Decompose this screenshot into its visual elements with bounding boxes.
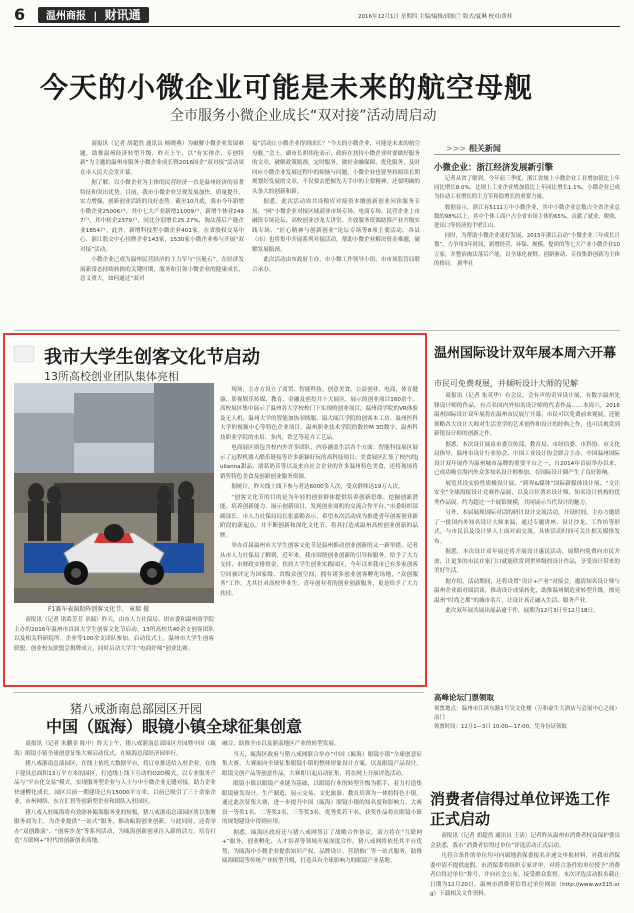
banner-divider: | <box>93 11 98 22</box>
culture-story-subtitle: 13所高校创业团队集体亮相 <box>44 370 179 383</box>
eyewear-col-1 <box>14 740 216 908</box>
paragraph: 猪八戒浙南总部园区，在线上依托大数据平台，将订单推送给入驻企业，在线下建设总面积13万平方米的园区，打造线上线下互动的O2O模式，以专业服务产品与“平台化交易”模式，实现服务型企业与人士与中小微企业无缝对接，助力企业快速孵化成长。园区目前一期建设已有15000平方米，目前已吸引了三十余家企业，市州网络、东方汇智等创新型企业和团队入驻园区。 <box>14 761 216 805</box>
paragraph: 据统计，昨天线上线下参与者达6000多人次，受众群体达19万人次。 <box>231 484 404 490</box>
consumer-story-body <box>430 832 620 908</box>
consumer-story-title: 消费者信得过单位评选工作正式启动 <box>430 790 611 828</box>
chevron-right-icon: >>> <box>446 144 467 153</box>
paragraph: 小微企业已成为温州民营经济的主力军与“压舱石”。在经济发展新常态持续转换的关键时期，服务和引领小微企业的健康成长，意义重大。如何通过“双对 <box>80 257 244 282</box>
paragraph: 同时，为帮助小微企业更好发展，2015年浙江启动“小微企业三年成长计划”，力争用3年时间，新增经营、环保、规模、提质的等七大产业小微企业10万家，并整治淘汰落后产能，以全球化视野、创新驱动、专技集群创新为主体的格局。 新华社 <box>434 233 620 267</box>
story-title-marker <box>10 343 38 365</box>
section-divider <box>14 692 424 693</box>
paragraph: “创客文化节的目的是为年轻的创业群体提供培养创新思维、挖掘创新潜能、培养创新能力、展示创新项目、发现创业商机的交流合作平台。”市委组织部副部长、市人力社保局局长张嘉勤表示，希望本次活动成为推进青年创客创业新阶段的新起点，并不断创新和深化文化节，将其打造成温州高校创业创新的品牌。 <box>220 494 418 539</box>
ticket-notice <box>434 692 620 733</box>
eyewear-headline: 中国（瓯海）眼镜小镇全球征集创意 <box>46 717 303 736</box>
paragraph: 接”活动让小微企业得到成长？“今天的小微企业，可能是未来的航空母舰。”会上，副市长胡伟伦表示，政府在扶持小微企业时要做好服务的文章，破解政策瓶颈，定时服务，做好金融保障、优化服务，及时回应小微企业发展过程中的烦恼与问题。小微企业也要坚持阅读长期规划好发展的文章，不仅要去把握先天手中的主要精神，还要明确的头条大的创新和新。 <box>252 141 420 195</box>
paragraph: 据悉，本次设计展由市委宣传部、教育局、市经信委、市科协、市文化局指导，温州市设计行业协会、中国工业设计协会联合主办。中国温州国际设计双年展作为温州城市品牌的重要平台之一，自2014年首届举办以来，已成功吸引海内外众多知名设计师参加，在国际设计圈产生了良好影响。 <box>434 441 620 476</box>
paragraph: 商报讯（记者 诸葛芳芳 章瑞）昨天，由市人力社保局、团市委和温州商学院主办的2016年温州市首届大学生创客文化节启动，13所高校共40余支创客团队以及相关科研院所、企业等100余支团队参加。启动仪式上，温州市大学生创客联盟、创业校友联盟会揭牌成立，同时启动大学生“电商好师”创业比赛。 <box>14 617 214 652</box>
related-news-label <box>446 143 501 154</box>
paragraph: 商报讯（记者 朱英华）有会议、会有声的奇异设计展，有数字温州先锋设计师的作品，有百名国内外知名设计师的代表作品……本周六，2016温州国际设计双年展将在温州市民展厅开幕。市民可以免费前来观展，还能领略各大设计大师对生活美学的艺术创作和设计的经典之作，也可以观赏到新锐设计师的创新之作。 <box>434 393 620 437</box>
race-car-photo <box>14 383 214 603</box>
paragraph: 据悉，瓯海区政府还与猪八戒网签订了战略合作协议，双方将在“互联网+”服务、创业孵化、人才培养等领域开展深度合作。猪八戒网将依托其平台优势，为瓯海中小微企业提供知识产权、品牌设计、营销推广等一站式服务，助推瓯海眼镜等传统产业转型升级，打造具有全球影响力的眼镜产业基地。 <box>222 829 422 864</box>
paragraph: 商报讯（记者 胡超然 通讯员 王淸）记者昨从温州市消费者权益保护委员会获悉，我市“消费者信得过单位”评选活动正式启动。 <box>430 833 620 849</box>
design-story-subtitle: 市民可免费观展，并倾听设计大师的见解 <box>434 379 578 388</box>
paragraph: 记者从省了解到，今年前三季度，浙江省规上小微企业工业增加值比上年同比增长8.0%，比规上工业企业增加值比上年同比增长1.1%，小微企业已成为拉动工业增长的主力军和稳增长的重要力量。 <box>434 176 620 201</box>
header-rule <box>14 26 620 27</box>
event-photo <box>14 383 214 603</box>
section-divider <box>14 330 620 331</box>
paragraph: 据了解，以小微企业为主体的民营经济一直是温州经济的显著特征和突出优势。目前，我市小微企业呈现发展加快、质量提升、实力增强、创新创业活跃的良好态势。截至10月底，我市今年新增小微企业25006户，其中七大产业新增11009户，新增个体业2497户，其中转企2379户，同比分别增长25.27%，淘汰落后产能企业1854户。此外，新增科技型小微企业401家，在省股权交易中心、浙江股交中心挂牌企业143家，1530家小微企业参与开展“双对接”活动。 <box>80 180 244 253</box>
paragraph: 猪八戒入驻瓯海将有效弥补瓯海服务业的短板，猪八戒浙南总部园区将以集聚服务商为主，为企业提供“一站式”服务，推动瓯海创业创新。与此同时，还将举办“双创路演”、“创客沙龙”等系列活动，为瓯海创新创业注入新的活力，培育打造“互联网+”时代的创新创业高地。 <box>14 809 216 844</box>
page-number: 6 <box>14 5 26 24</box>
paragraph: 另外，本届展现国际对话的研讨设计交流活动，开设时间，主办方邀请了一批国内外知名设计大师来温，通过专题讲座、设计沙龙、工作坊等形式，与市民以及设计界人士面对面交流。具体活动时间可关注相关媒体发布。 <box>434 510 620 545</box>
related-news-headline: 小微企业：浙江经济发展新引擎 <box>434 163 554 173</box>
date-line: 2016年12月1日 星期四 主编/编辑/邱灿兰 版式/夏琳 校对/黄桂 <box>358 14 513 20</box>
section-banner <box>38 7 149 23</box>
culture-col-left <box>14 616 214 682</box>
paragraph: 现场，主办方设立了商贸、智能科技、创意美食、公益创业、电商、体育健康、影视娱乐传媒、教育、金融及创投共十大展区，展示的创业项目160余个。高校展区集中展示了温州各大学校校门下实现的创业项目，温州商学院的VR体验及无人机、温州大学的智能加热羽绒服、温大瓯江学院的创客木工坊、温州医科大学的视频中心等特色企业项目，温州职业技术学院的数控M 3D数字、温州科技职业学院的水培、多肉、铁艺等花卉工艺品。 <box>220 387 418 441</box>
paragraph: 当天，瓯海区政府与猪八戒网联合举办“中国（瓯海）眼镜小镇”全球创意征集大赛。大赛面向全球征集眼镜小镇的整体形象设计方案，以及眼镜产品设计、眼镜文创产品等创意作品，大赛即日起启动征集，将在网上开展评选活动。 <box>222 751 422 777</box>
section-name: 财讯通 <box>104 8 141 22</box>
paragraph: 融合，助推全市以及浙南地区产业的转型发展。 <box>222 741 340 747</box>
eyewear-pretitle: 猪八戒浙南总部园区开园 <box>70 702 203 716</box>
culture-col-right <box>220 386 418 682</box>
paragraph: 此次活动由市政府主办，市小微工作领导小组、市市场监管局联合承办。 <box>252 257 420 273</box>
brand-name: 温州商报 <box>46 11 86 22</box>
paragraph: 展览其设实验性质极设计展、“跨界&媒体”国际新媒体设计展、“文汪安全”全球海报设计竞赛作品展，以及百位著名设计师、知名设计机构的优秀作品展，约为超过一个展馆规模，共同展示当代设计的魅力。 <box>434 480 620 506</box>
sparkle-icon <box>10 343 38 365</box>
related-news-body <box>434 175 620 325</box>
main-col-1 <box>80 140 244 332</box>
main-headline: 今天的小微企业可能是未来的航空母舰 <box>40 71 534 104</box>
paragraph: 据介绍，活动期间，还将设置“设计+产业”对接会，邀请知名设计师与温州企业面对面洽谈，推动设计成果转化，助推温州制造业转型升级，擦亮温州“时尚之都”的城市名片，让设计真正融入生活、服务产业。 <box>434 578 620 604</box>
design-story-title: 温州国际设计双年展本周六开幕 <box>434 346 617 361</box>
photo-caption: F1赛车表演助阵创客文化节。 章瑞 摄 <box>48 606 150 613</box>
paragraph: 商报讯（记者 胡超然 通讯员 杨晓燕）为破解小微企业发展难题，助推温州经济转型升级，昨天上午，以“有实体企、专创特新”为主题的温州市服务小微企业成长暨2016国企“双对接”活动周在市人民大会堂开幕。 <box>80 141 244 176</box>
ticket-notice-place: 领票地点：温州市江滨东路1号吴文化楼（万和豪生大酒店与会展中心之间）南门 <box>434 706 620 722</box>
culture-story-title: 我市大学生创客文化节启动 <box>44 347 260 368</box>
paragraph: 据悉，本次设计双年展还将开展设计惠民活动，展期内免费向市民开放，让更多的市民在家门口就能欣赏到世界级的设计作品，享受设计带来的美好生活。 <box>434 549 620 574</box>
paragraph: 眼镜小镇以眼镜产业链为基础，以眼镜行业的转型升级为抓手，着力打造集眼镜研发设计、生产制造、展示交易、文化旅游、教育培训为一体的特色小镇。通过此次征集大赛，进一步提升中国（瓯海）眼镜小镇的知名度和影响力。大赛设一等奖1名、二等奖2名、三等奖3名，优秀奖若干名，获奖作品将在眼镜小镇的规划建设中得到应用。 <box>222 781 422 825</box>
paragraph: 电商展区则包含校内外许多团队，内容涵盖生活各个方面：智能科技展区展示了远程机器人酷乐链接等许多新颖好玩的高科技项目；美食展区汇集了校内的Julianna甜品、诸葛奶昔等以及来自社会企业的许多温州特色美食，还将现场将销售特色美食及创新创业服务资源。 <box>220 445 418 480</box>
related-news-text: 相关新闻 <box>468 144 501 153</box>
eyewear-col-2 <box>222 740 422 908</box>
paragraph: 举办首届温州市大学生创客文化节是温州推动创业创新的又一新举措，记者从市人力社保局了解到，近年来，我市围绕创业创新的引导和服务，给予了大力支持，市财政安排资金，扶持大学生创业实践园区，今年以来我市已有多家创客空间被评定为国家级、省级众创空间，拥有诸多创业创客孵化场地，“众创服务”工作，尤其针对高校毕业生，青年创业者的创业创新服务，更是给予了大力扶持。 <box>220 543 418 597</box>
paragraph: 商报讯（记者 朱鹏金 陈中）昨天上午，猪八戒浙南总部园区开园暨中国（瓯海）眼镜小镇全球创意征集大赛启动仪式，在瓯海总部经济园举行。 <box>14 741 216 757</box>
ticket-notice-title: 高峰论坛门票领取 <box>434 693 494 702</box>
main-col-2 <box>252 140 420 332</box>
paragraph: 数据显示，浙江有5111万中小微企业，其中小微企业总数占全省企业总数的98%以上，其中个体工商户占全省市场主体的65%，贡献了就业、税收、进出口等经济的半壁江山。 <box>434 204 620 229</box>
paragraph: 此次双年展共展出展品逾千件，展期为12月3日至12月18日。 <box>445 608 599 614</box>
paragraph: 据悉，此次活动周共设粮库对接资本缴创新创业问诊服务专场，“网“小微企业对接区域商业市场专场、电商专场、民营企业上市融资专场论坛、高校创业沙龙大讲堂、开放服务资源助推产业升级实践专场、“匠心精神与创新创业”论坛专场等8项主要活动。各县（市）也将集中开展系列对接活动，帮助小微企业解决资金难题，破解发展瓶颈。 <box>252 199 420 253</box>
main-subhead: 全市服务小微企业成长“双对接”活动周启动 <box>170 108 437 124</box>
paragraph: 凡符合条件的单位均可向属地消保委报名并递交申报材料，对我市消保委申请不提供虚假。市消保委将组织专家评审，对符合条件的单位授予“消费者信得过单位”称号，并向社会公布，接受群众监督。本次评选活动报名截止日期为12月20日。温州市消费者信得过单位网站（http://www.wz315.org）下载相关文件资料。 <box>430 853 620 897</box>
ticket-notice-time: 领票时间：12月1—3日 10:00—17:00，凭身份证领取 <box>434 724 567 731</box>
